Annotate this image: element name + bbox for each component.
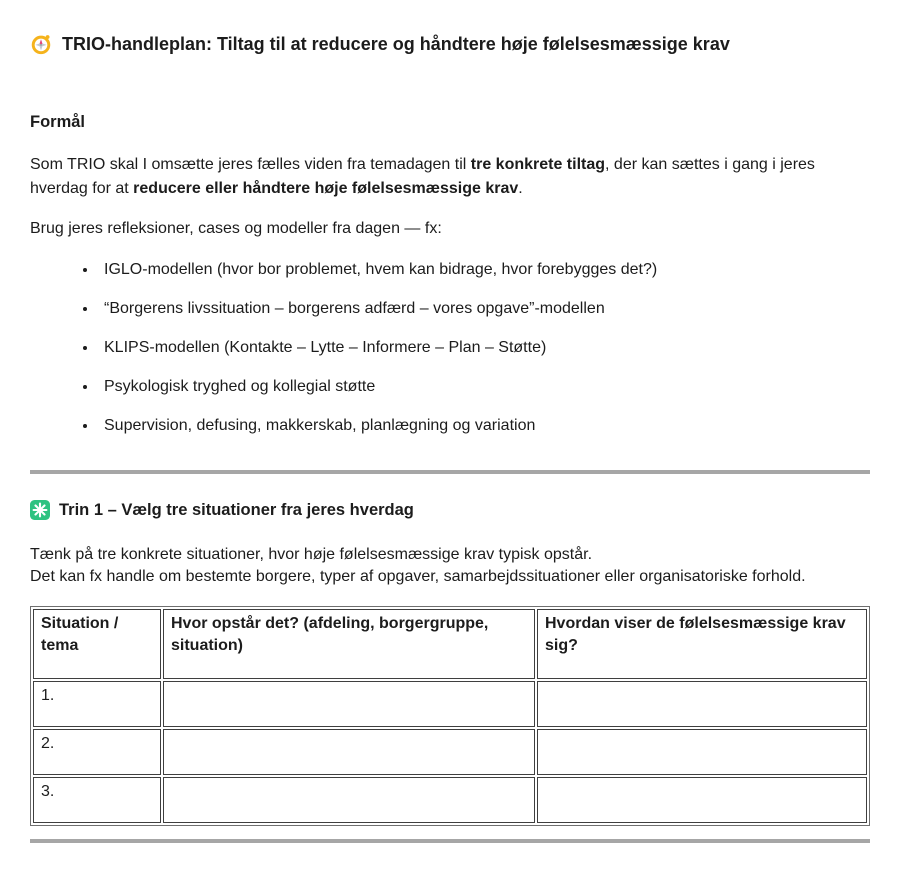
purpose-paragraph: Som TRIO skal I omsætte jeres fælles viden fra temadagen til tre konkrete tiltag, der kan sættes i gang i jeres hverdag for at reducere eller håndtere høje følelsesmæssige krav. xyxy=(30,156,815,197)
situations-table xyxy=(30,606,870,826)
table-row-1 xyxy=(33,681,867,727)
row-3-cell-hvor[interactable] xyxy=(163,777,535,823)
row-1-cell-hvordan[interactable] xyxy=(537,681,867,727)
section-heading-formaal: Formål xyxy=(30,113,86,131)
step1-heading xyxy=(30,499,870,521)
table-row-3 xyxy=(33,777,867,823)
document xyxy=(30,32,870,843)
step1-heading-text: Trin 1 – Vælg tre situationer fra jeres hverdag xyxy=(59,501,414,519)
table-row-2 xyxy=(33,729,867,775)
row-3-cell-hvordan[interactable] xyxy=(537,777,867,823)
step1-intro-line1: Tænk på tre konkrete situationer, hvor høje følelsesmæssige krav typisk opstår. xyxy=(30,546,593,563)
table-header-row xyxy=(33,609,867,679)
row-1-label: 1. xyxy=(33,681,161,727)
list-item-psykologisk-tryghed: • Psykologisk tryghed og kollegial støtte xyxy=(98,376,870,398)
col-header-hvordan-viser: Hvordan viser de følelsesmæssige krav sig? xyxy=(537,609,867,679)
row-2-label: 2. xyxy=(33,729,161,775)
row-1-cell-hvor[interactable] xyxy=(163,681,535,727)
row-2-cell-hvordan[interactable] xyxy=(537,729,867,775)
row-2-cell-hvor[interactable] xyxy=(163,729,535,775)
list-item-borgerens-model: • “Borgerens livssituation – borgerens adfærd – vores opgave”-modellen xyxy=(98,298,870,320)
step1-intro-line2: Det kan fx handle om bestemte borgere, typer af opgaver, samarbejdssituationer eller organisatoriske forhold. xyxy=(30,567,806,585)
step1-intro xyxy=(30,544,870,587)
col-header-situation-tema: Situation / tema xyxy=(33,609,161,679)
section-divider xyxy=(30,470,870,474)
list-item-supervision: • Supervision, defusing, makkerskab, planlægning og variation xyxy=(98,415,870,437)
page-title-text: TRIO-handleplan: Tiltag til at reducere og håndtere høje følelsesmæssige krav xyxy=(62,34,730,54)
list-item-iglo: • IGLO-modellen (hvor bor problemet, hvem kan bidrage, hvor forebygges det?) xyxy=(98,259,870,281)
page-title xyxy=(30,32,870,56)
bottom-divider xyxy=(30,839,870,843)
list-item-klips: • KLIPS-modellen (Kontakte – Lytte – Informere – Plan – Støtte) xyxy=(98,337,870,359)
models-intro-text: Brug jeres refleksioner, cases og modeller fra dagen — fx: xyxy=(30,220,442,237)
models-list xyxy=(30,259,870,437)
col-header-hvor-opstaar: Hvor opstår det? (afdeling, borgergruppe, situation) xyxy=(163,609,535,679)
sparkle-icon xyxy=(30,500,50,520)
row-3-label: 3. xyxy=(33,777,161,823)
compass-icon xyxy=(30,33,52,55)
